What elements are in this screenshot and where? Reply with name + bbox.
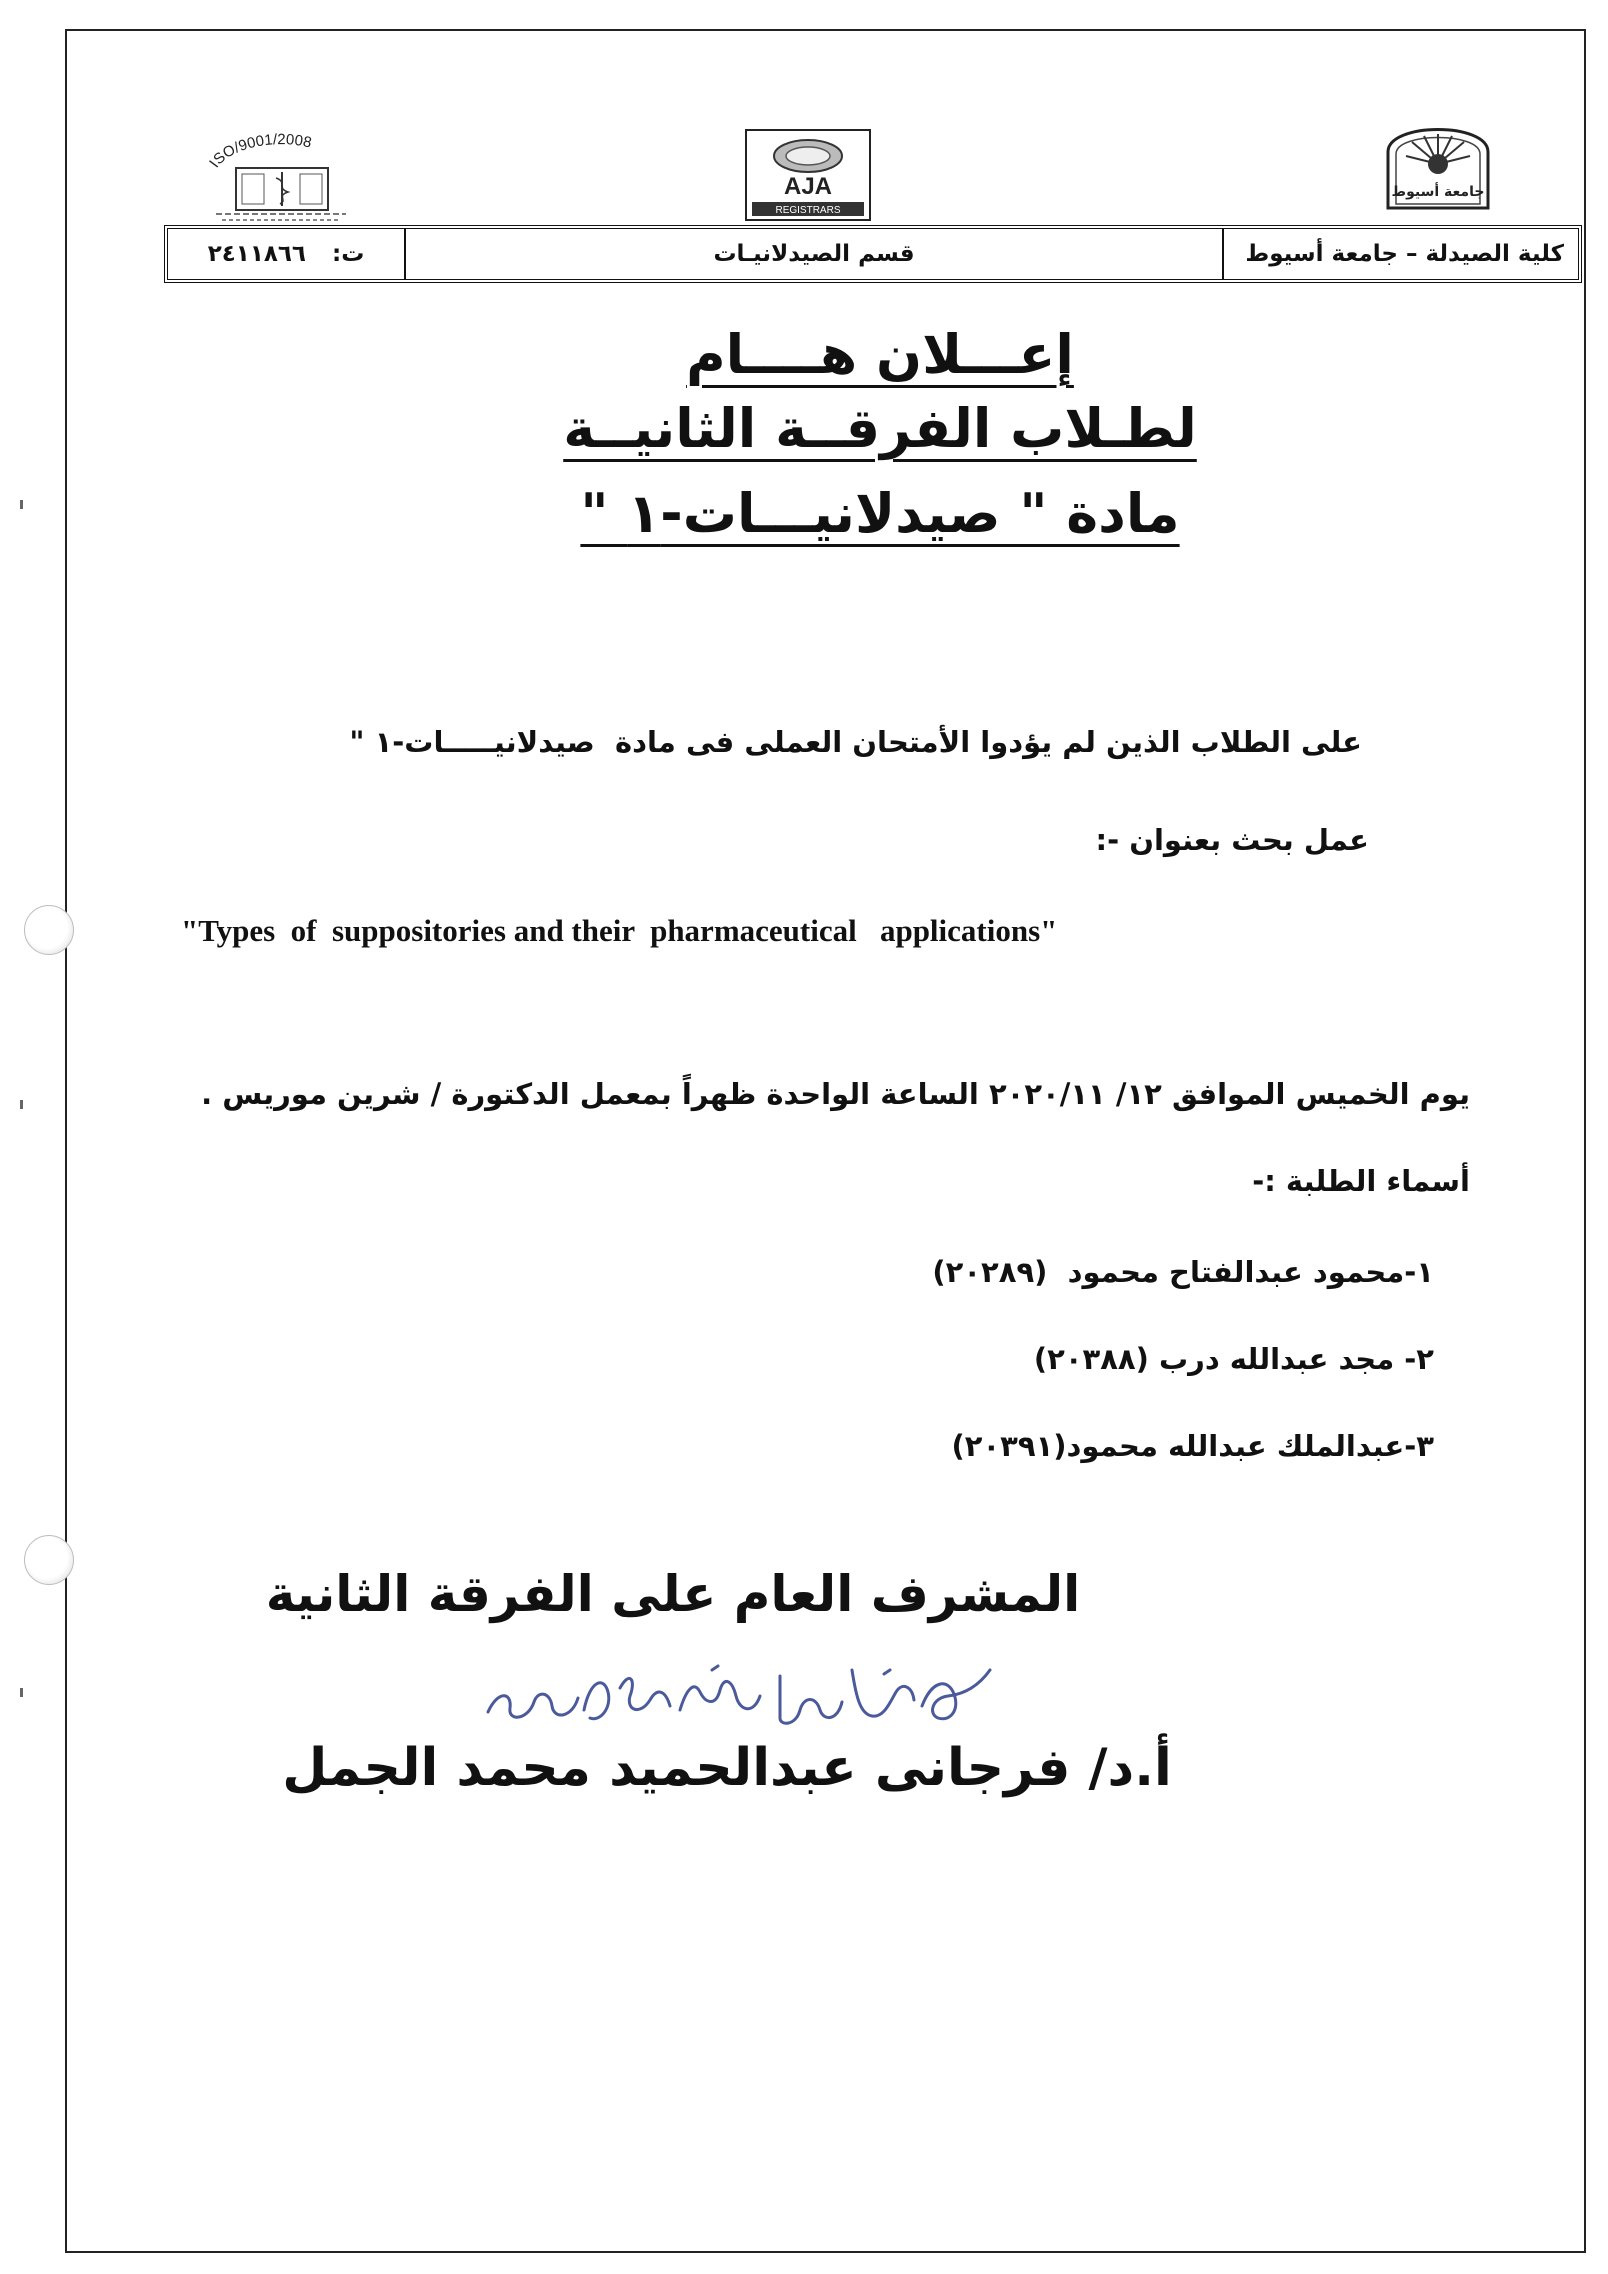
schedule-line: يوم الخميس الموافق ١٢/ ٢٠٢٠/١١ الساعة الواحدة ظهراً بمعمل الدكتورة / شرين موريس . [201, 1077, 1470, 1111]
announcement-audience: لطـلاب الفرقــة الثانيــة [563, 397, 1197, 460]
iso-logo-arc-text: ISO/9001/2008 [206, 132, 314, 172]
student-item: ١-محمود عبدالفتاح محمود (٢٠٢٨٩) [932, 1255, 1434, 1289]
iso-logo-text [206, 132, 313, 171]
student-item: ٢- مجد عبدالله درب (٢٠٣٨٨) [1033, 1342, 1434, 1376]
iso-logo-panel [300, 174, 322, 204]
iso-logo-panel [242, 174, 264, 204]
letterhead-table [164, 225, 1582, 283]
punch-hole-top [24, 905, 74, 955]
student-item: ٣-عبدالملك عبدالله محمود(٢٠٣٩١) [951, 1429, 1434, 1463]
intro-paragraph: على الطلاب الذين لم يؤدوا الأمتحان العملى فى مادة صيدلانيـــــات-١ " [349, 725, 1362, 759]
supervisor-title: المشرف العام على الفرقة الثانية [265, 1565, 1081, 1623]
supervisor-name: أ.د/ فرجانى عبدالحميد محمد الجمل [282, 1738, 1172, 1798]
univ-logo-text: جامعة أسيوط [1391, 184, 1485, 200]
task-line: عمل بحث بعنوان -: [1095, 823, 1369, 857]
announcement-title: إعـــلان هــــام [686, 323, 1074, 386]
univ-logo-sun [1428, 154, 1448, 174]
department-cell: قسم الصيدلانيـات [404, 229, 1222, 279]
edge-mark [20, 500, 23, 509]
aja-logo-globe-inner [786, 147, 830, 165]
aja-logo-text: AJA [783, 173, 833, 200]
iso-certification-logo [196, 132, 366, 224]
handwritten-signature [480, 1640, 1000, 1740]
phone-cell: ت: ٢٤١١٨٦٦ [207, 241, 365, 267]
punch-hole-bottom [24, 1535, 74, 1585]
aja-logo-subtext: REGISTRARS [775, 205, 841, 216]
students-heading: أسماء الطلبة :- [1252, 1164, 1470, 1198]
edge-mark [20, 1100, 23, 1109]
aja-registrars-logo [744, 128, 872, 222]
edge-mark [20, 1688, 23, 1697]
announcement-subject: مادة " صيدلانيـــات-١ " [580, 482, 1180, 545]
assiut-university-logo [1382, 112, 1494, 212]
research-title: "Types of suppositories and their pharmaceutical applications" [181, 913, 1058, 948]
signature-strokes [488, 1666, 990, 1723]
faculty-cell: كلية الصيدلة – جامعة أسيوط [1222, 229, 1578, 279]
